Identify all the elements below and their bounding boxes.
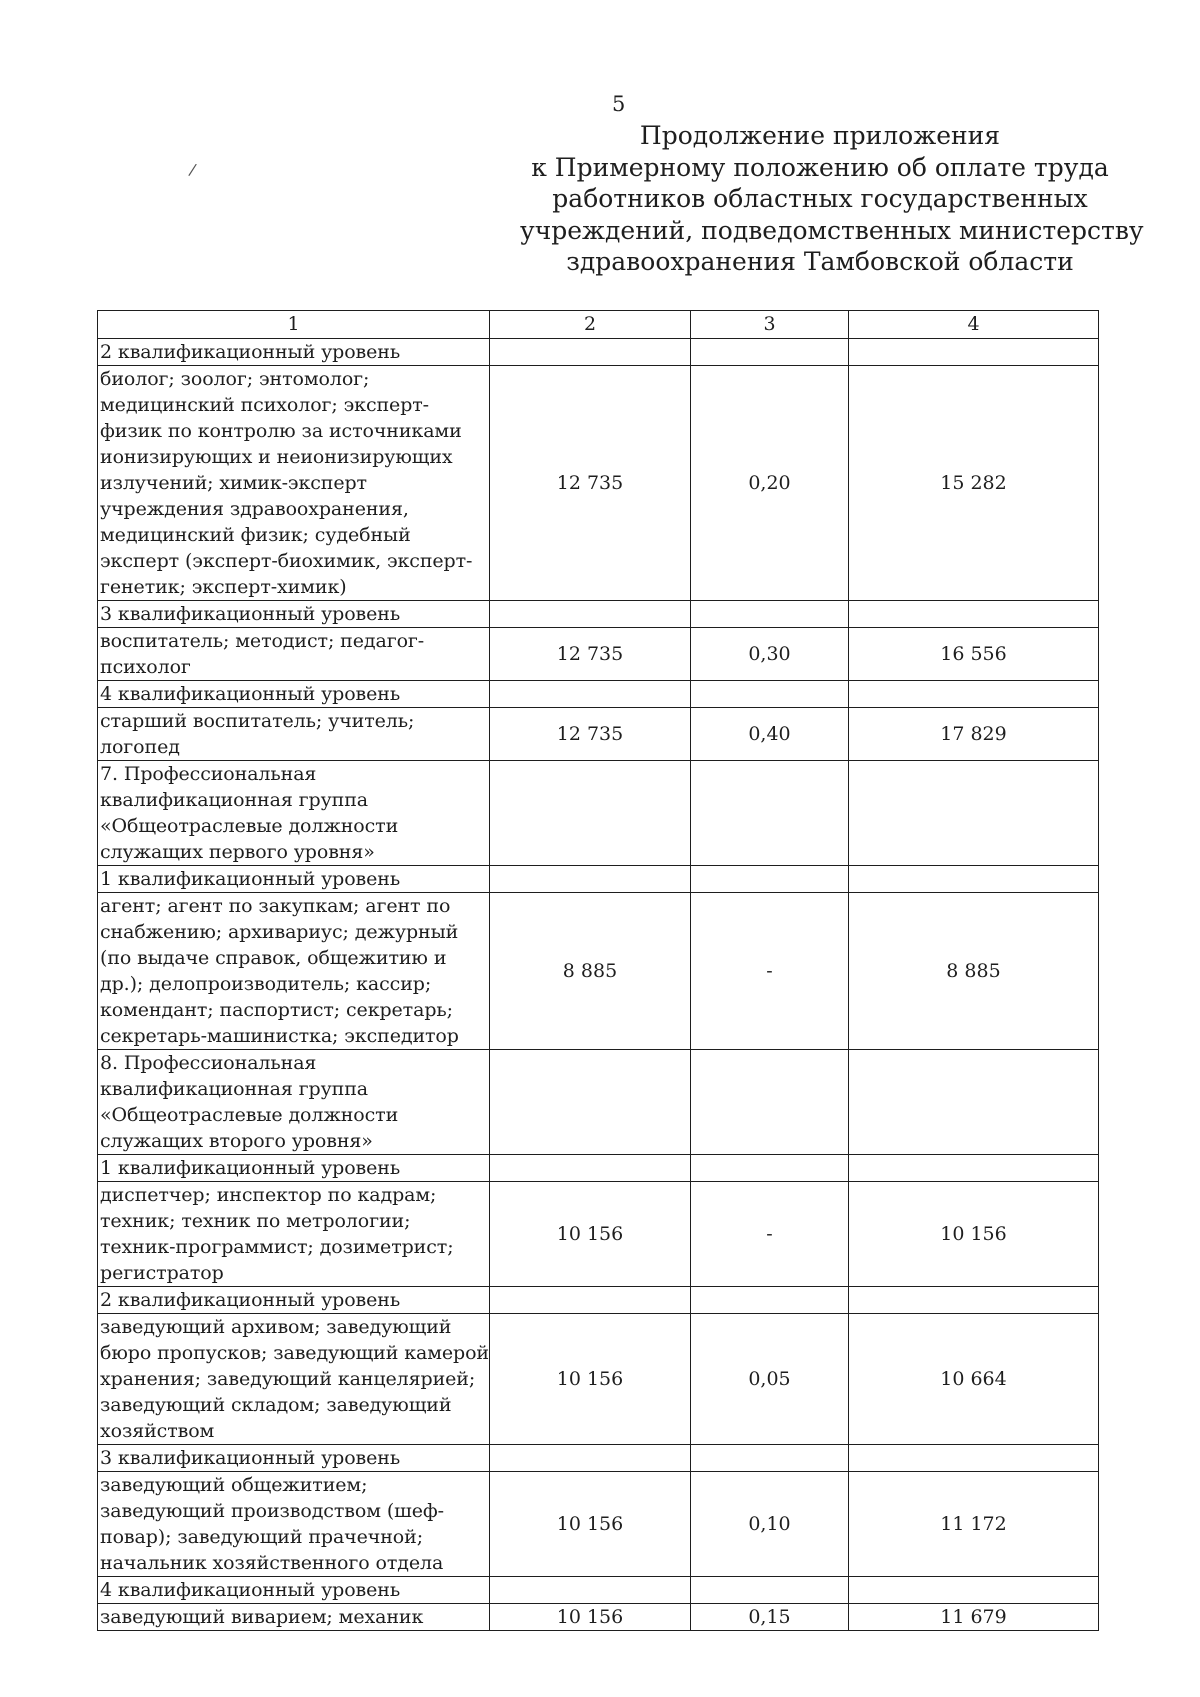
coefficient-cell xyxy=(691,1445,849,1472)
base-salary-cell xyxy=(490,866,691,893)
position-cell: 2 квалификационный уровень xyxy=(98,1287,490,1314)
header-cell: 3 xyxy=(691,311,849,339)
base-salary-cell xyxy=(490,681,691,708)
coefficient-cell xyxy=(691,866,849,893)
appendix-heading xyxy=(520,120,1144,278)
table-row xyxy=(98,893,1099,1050)
table-row xyxy=(98,1577,1099,1604)
base-salary-cell xyxy=(490,1577,691,1604)
position-cell: 4 квалификационный уровень xyxy=(98,1577,490,1604)
salary-cell: 16 556 xyxy=(849,628,1099,681)
base-salary-cell xyxy=(490,601,691,628)
position-cell: 3 квалификационный уровень xyxy=(98,1445,490,1472)
header-row xyxy=(98,311,1099,339)
salary-table xyxy=(97,310,1099,1631)
table-row xyxy=(98,1445,1099,1472)
coefficient-cell xyxy=(691,1287,849,1314)
heading-line: к Примерному положению об оплате труда xyxy=(531,152,1109,182)
salary-cell xyxy=(849,339,1099,366)
salary-cell xyxy=(849,1445,1099,1472)
salary-cell xyxy=(849,681,1099,708)
coefficient-cell xyxy=(691,339,849,366)
coefficient-cell: 0,15 xyxy=(691,1604,849,1631)
position-cell: 3 квалификационный уровень xyxy=(98,601,490,628)
coefficient-cell xyxy=(691,761,849,866)
position-cell: 4 квалификационный уровень xyxy=(98,681,490,708)
salary-cell: 17 829 xyxy=(849,708,1099,761)
position-cell: биолог; зоолог; энтомолог; медицинский психолог; эксперт-физик по контролю за источниками ионизирующих и неионизирующих излучений; химик-эксперт учреждения здравоохранения, медицинский физик; судебный эксперт (эксперт-биохимик, эксперт-генетик; эксперт-химик) xyxy=(98,366,490,601)
table-row xyxy=(98,628,1099,681)
page-number: 5 xyxy=(612,92,626,116)
base-salary-cell: 12 735 xyxy=(490,708,691,761)
table-row xyxy=(98,1050,1099,1155)
base-salary-cell xyxy=(490,1050,691,1155)
base-salary-cell: 12 735 xyxy=(490,366,691,601)
header-cell: 2 xyxy=(490,311,691,339)
table-row xyxy=(98,761,1099,866)
salary-cell: 11 172 xyxy=(849,1472,1099,1577)
coefficient-cell: 0,10 xyxy=(691,1472,849,1577)
base-salary-cell: 10 156 xyxy=(490,1604,691,1631)
base-salary-cell xyxy=(490,339,691,366)
heading-line: Продолжение приложения xyxy=(639,121,1001,150)
table-row xyxy=(98,1604,1099,1631)
table-row xyxy=(98,601,1099,628)
coefficient-cell: - xyxy=(691,893,849,1050)
salary-cell: 10 156 xyxy=(849,1182,1099,1287)
salary-cell xyxy=(849,1287,1099,1314)
coefficient-cell: 0,30 xyxy=(691,628,849,681)
table-row xyxy=(98,1287,1099,1314)
position-cell: заведующий архивом; заведующий бюро пропусков; заведующий камерой хранения; заведующий канцелярией; заведующий складом; заведующий хозяйством xyxy=(98,1314,490,1445)
position-cell: 7. Профессиональная квалификационная группа «Общеотраслевые должности служащих первого уровня» xyxy=(98,761,490,866)
base-salary-cell: 12 735 xyxy=(490,628,691,681)
base-salary-cell: 10 156 xyxy=(490,1314,691,1445)
salary-cell: 11 679 xyxy=(849,1604,1099,1631)
table-row xyxy=(98,1182,1099,1287)
position-cell: воспитатель; методист; педагог-психолог xyxy=(98,628,490,681)
heading-line: учреждений, подведомственных министерству xyxy=(520,215,1144,245)
salary-cell xyxy=(849,866,1099,893)
table-row xyxy=(98,708,1099,761)
base-salary-cell: 8 885 xyxy=(490,893,691,1050)
coefficient-cell xyxy=(691,601,849,628)
header-cell: 4 xyxy=(849,311,1099,339)
salary-table-body xyxy=(98,311,1099,1631)
position-cell: диспетчер; инспектор по кадрам; техник; техник по метрологии; техник-программист; дозиметрист; регистратор xyxy=(98,1182,490,1287)
salary-cell xyxy=(849,601,1099,628)
coefficient-cell: 0,40 xyxy=(691,708,849,761)
table-row xyxy=(98,1314,1099,1445)
position-cell: 2 квалификационный уровень xyxy=(98,339,490,366)
salary-cell xyxy=(849,1577,1099,1604)
base-salary-cell xyxy=(490,1155,691,1182)
position-cell: 1 квалификационный уровень xyxy=(98,866,490,893)
table-row xyxy=(98,866,1099,893)
heading-line: здравоохранения Тамбовской области xyxy=(566,247,1074,277)
table-row xyxy=(98,1472,1099,1577)
heading-line: работников областных государственных xyxy=(552,184,1088,214)
stray-pen-mark: / xyxy=(187,159,198,180)
salary-cell xyxy=(849,1155,1099,1182)
position-cell: агент; агент по закупкам; агент по снабжению; архивариус; дежурный (по выдаче справок, общежитию и др.); делопроизводитель; кассир; комендант; паспортист; секретарь; секретарь-машинистка; экспедитор xyxy=(98,893,490,1050)
coefficient-cell: 0,20 xyxy=(691,366,849,601)
coefficient-cell: 0,05 xyxy=(691,1314,849,1445)
table-row xyxy=(98,1155,1099,1182)
base-salary-cell xyxy=(490,1287,691,1314)
table-row xyxy=(98,339,1099,366)
salary-cell: 15 282 xyxy=(849,366,1099,601)
coefficient-cell: - xyxy=(691,1182,849,1287)
position-cell: старший воспитатель; учитель; логопед xyxy=(98,708,490,761)
salary-cell: 8 885 xyxy=(849,893,1099,1050)
table-row xyxy=(98,366,1099,601)
base-salary-cell xyxy=(490,1445,691,1472)
coefficient-cell xyxy=(691,1577,849,1604)
position-cell: 8. Профессиональная квалификационная группа «Общеотраслевые должности служащих второго уровня» xyxy=(98,1050,490,1155)
salary-cell xyxy=(849,761,1099,866)
salary-cell: 10 664 xyxy=(849,1314,1099,1445)
base-salary-cell: 10 156 xyxy=(490,1182,691,1287)
position-cell: 1 квалификационный уровень xyxy=(98,1155,490,1182)
coefficient-cell xyxy=(691,1155,849,1182)
position-cell: заведующий общежитием; заведующий производством (шеф-повар); заведующий прачечной; начальник хозяйственного отдела xyxy=(98,1472,490,1577)
salary-cell xyxy=(849,1050,1099,1155)
position-cell: заведующий виварием; механик xyxy=(98,1604,490,1631)
table-row xyxy=(98,681,1099,708)
base-salary-cell xyxy=(490,761,691,866)
header-cell: 1 xyxy=(98,311,490,339)
coefficient-cell xyxy=(691,681,849,708)
base-salary-cell: 10 156 xyxy=(490,1472,691,1577)
coefficient-cell xyxy=(691,1050,849,1155)
